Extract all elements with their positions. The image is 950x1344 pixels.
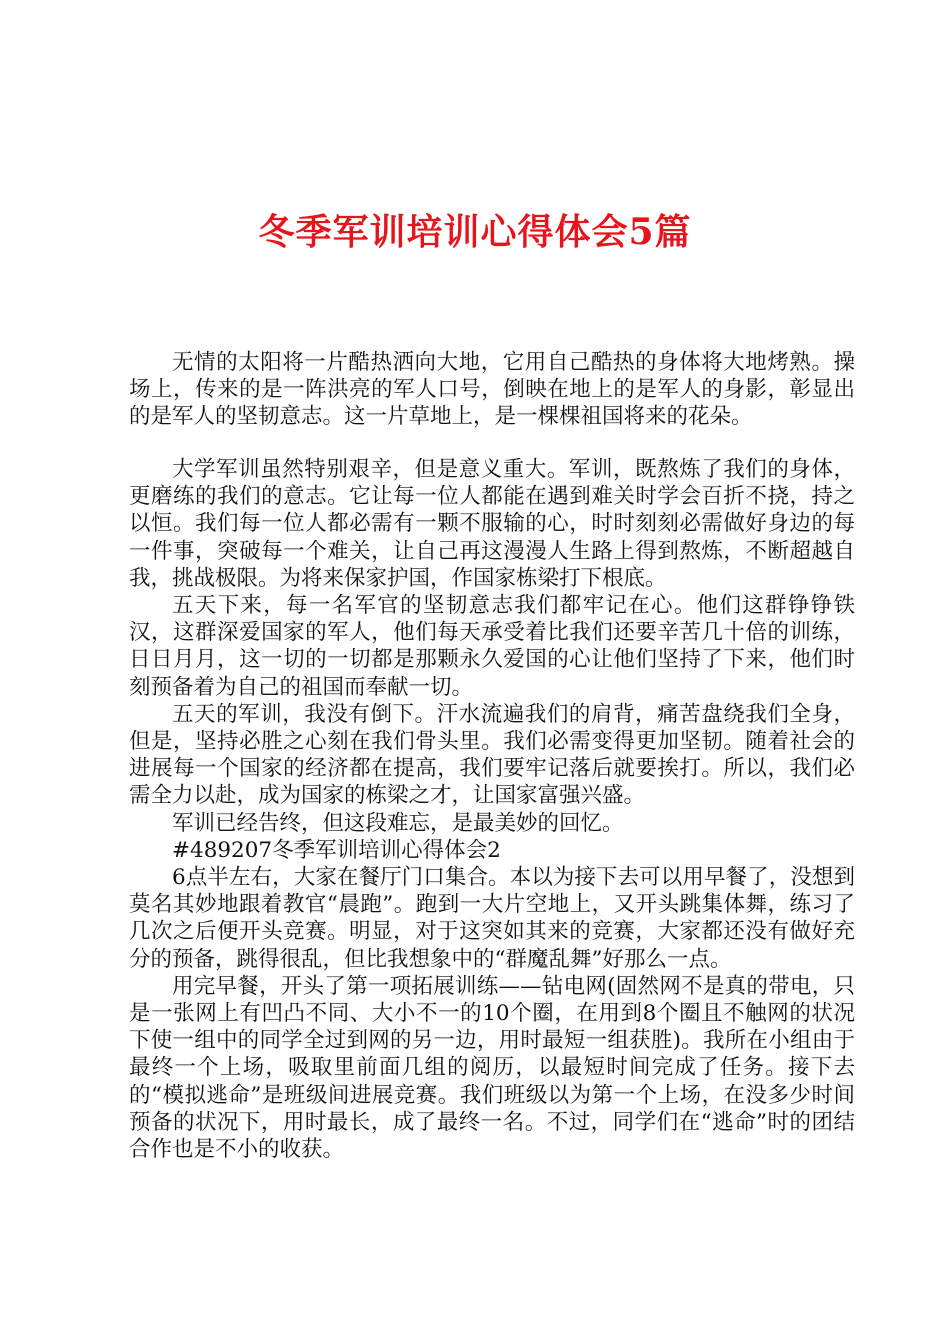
body-paragraph: 用完早餐，开头了第一项拓展训练——钻电网(固然网不是真的带电，只是一张网上有凹凸不同、大小不一的10个圈，在用到8个圈且不触网的状况下使一组中的同学全过到网的另一边，用时最短一组获胜)。我所在小组由于最终一个上场，吸取里前面几组的阅历，以最短时间完成了任务。接下去的“模拟逃命”是班级间进展竞赛。我们班级以为第一个上场，在没多少时间预备的状况下，用时最长，成了最终一名。不过，同学们在“逃命”时的团结合作也是不小的收获。: [129, 973, 855, 1163]
body-paragraph: 五天的军训，我没有倒下。汗水流遍我们的肩背，痛苦盘绕我们全身，但是，坚持必胜之心刻在我们骨头里。我们必需变得更加坚韧。随着社会的进展每一个国家的经济都在提高，我们要牢记落后就要挨打。所以，我们必需全力以赴，成为国家的栋梁之才，让国家富强兴盛。: [129, 701, 855, 809]
intro-section: [129, 349, 855, 431]
body-paragraph: 6点半左右，大家在餐厅门口集合。本以为接下去可以用早餐了，没想到莫名其妙地跟着教官“晨跑”。跑到一大片空地上，又开头跳集体舞，练习了几次之后便开头竞赛。明显，对于这突如其来的竞赛，大家都还没有做好充分的预备，跳得很乱，但比我想象中的“群魔乱舞”好那么一点。: [129, 865, 855, 972]
body-paragraph: 军训已经告终，但这段难忘，是最美妙的回忆。: [172, 810, 624, 836]
body-paragraph: 五天下来，每一名军官的坚韧意志我们都牢记在心。他们这群铮铮铁汉，这群深爱国家的军人，他们每天承受着比我们还要辛苦几十倍的训练，日日月月，这一切的一切都是那颗永久爱国的心让他们坚持了下来，他们时刻预备着为自己的祖国而奉献一切。: [129, 593, 855, 700]
intro-paragraph: 无情的太阳将一片酷热洒向大地，它用自己酷热的身体将大地烤熟。操场上，传来的是一阵洪亮的军人口号，倒映在地上的是军人的身影，彰显出的是军人的坚韧意志。这一片草地上，是一棵棵祖国将来的花朵。: [129, 350, 855, 430]
section-heading: #489207冬季军训培训心得体会2: [172, 837, 501, 863]
body-paragraph: 大学军训虽然特别艰辛，但是意义重大。军训，既熬炼了我们的身体，更磨练的我们的意志。它让每一位人都能在遇到难关时学会百折不挠，持之以恒。我们每一位人都必需有一颗不服输的心，时时刻刻必需做好身边的每一件事，突破每一个难关，让自己再这漫漫人生路上得到熬炼，不断超越自我，挑战极限。为将来保家护国，作国家栋梁打下根底。: [129, 457, 855, 591]
body-section: [129, 456, 855, 1163]
document-title: 冬季军训培训心得体会5篇: [258, 211, 692, 253]
